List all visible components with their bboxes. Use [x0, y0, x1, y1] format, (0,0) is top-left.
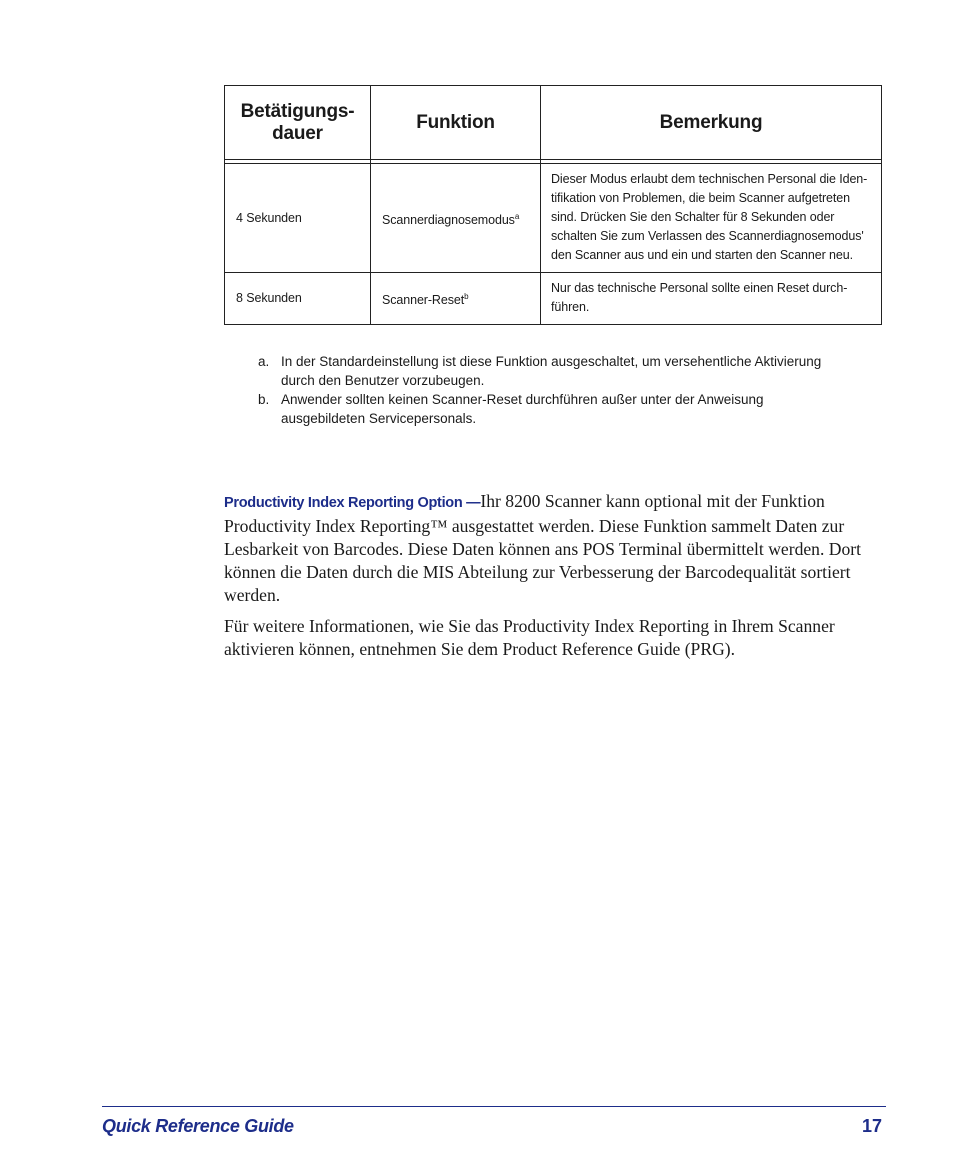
- footnote-text: In der Standardeinstellung ist diese Funktion ausgeschaltet, um versehentliche Aktivierung durch den Benutzer vorzubeugen.: [281, 354, 822, 388]
- footnote-item: [258, 352, 838, 390]
- function-table: [224, 85, 882, 325]
- function-table-container: [224, 85, 881, 325]
- footnote-mark: a.: [258, 354, 270, 369]
- header-duration: Betätigungs- dauer: [225, 86, 371, 160]
- footnote-ref[interactable]: a: [514, 211, 520, 221]
- paragraph: Für weitere Informationen, wie Sie das Productivity Index Reporting in Ihrem Scanner aktivieren können, entnehmen Sie dem Product Reference Guide (PRG).: [224, 616, 835, 659]
- paragraph: [224, 490, 884, 607]
- table-footnotes: [258, 352, 838, 428]
- page-number: 17: [861, 1116, 882, 1136]
- cell-function: [371, 164, 541, 273]
- footnote-item: [258, 390, 838, 428]
- cell-duration: 4 Sekunden: [225, 164, 371, 273]
- paragraph-text: Ihr 8200 Scanner kann optional mit der Funktion Productivity Index Reporting™ ausgestattet werden. Diese Funktion sammelt Daten zur Lesbarkeit von Barcodes. Diese Daten können ans POS Terminal übermittelt werden. Dort können die Daten durch die MIS Abteilung zur Verbesserung der Barcodequalität sortiert werden.: [224, 491, 862, 605]
- footnote-ref[interactable]: b: [464, 291, 469, 301]
- table-header-row: [225, 86, 882, 160]
- table-row: [225, 164, 882, 273]
- cell-duration: 8 Sekunden: [225, 273, 371, 325]
- function-text: Scanner-Reset: [382, 293, 465, 307]
- header-remark: Bemerkung: [541, 86, 882, 160]
- runin-heading: Productivity Index Reporting Option —: [224, 495, 481, 511]
- footnote-text: Anwender sollten keinen Scanner-Reset durchführen außer unter der Anweisung ausgebildeten Servicepersonals.: [281, 392, 764, 426]
- function-text: Scannerdiagnosemodus: [382, 212, 515, 227]
- header-function: Funktion: [371, 86, 541, 160]
- cell-remark: Dieser Modus erlaubt dem technischen Personal die Iden- tifikation von Problemen, die beim Scanner aufgetreten sind. Drücken Sie den Schalter für 8 Sekunden oder schalten Sie zum Verlassen des Scannerdiagnosemodus' den Scanner aus und ein und starten den Scanner neu.: [541, 164, 882, 273]
- footer-rule: [102, 1106, 886, 1107]
- table-row: [225, 273, 882, 325]
- footnote-mark: b.: [258, 392, 270, 407]
- cell-remark: Nur das technische Personal sollte einen Reset durch- führen.: [541, 273, 882, 325]
- body-text: [224, 490, 884, 669]
- footer-title: Quick Reference Guide: [102, 1116, 294, 1136]
- cell-function: [371, 273, 541, 325]
